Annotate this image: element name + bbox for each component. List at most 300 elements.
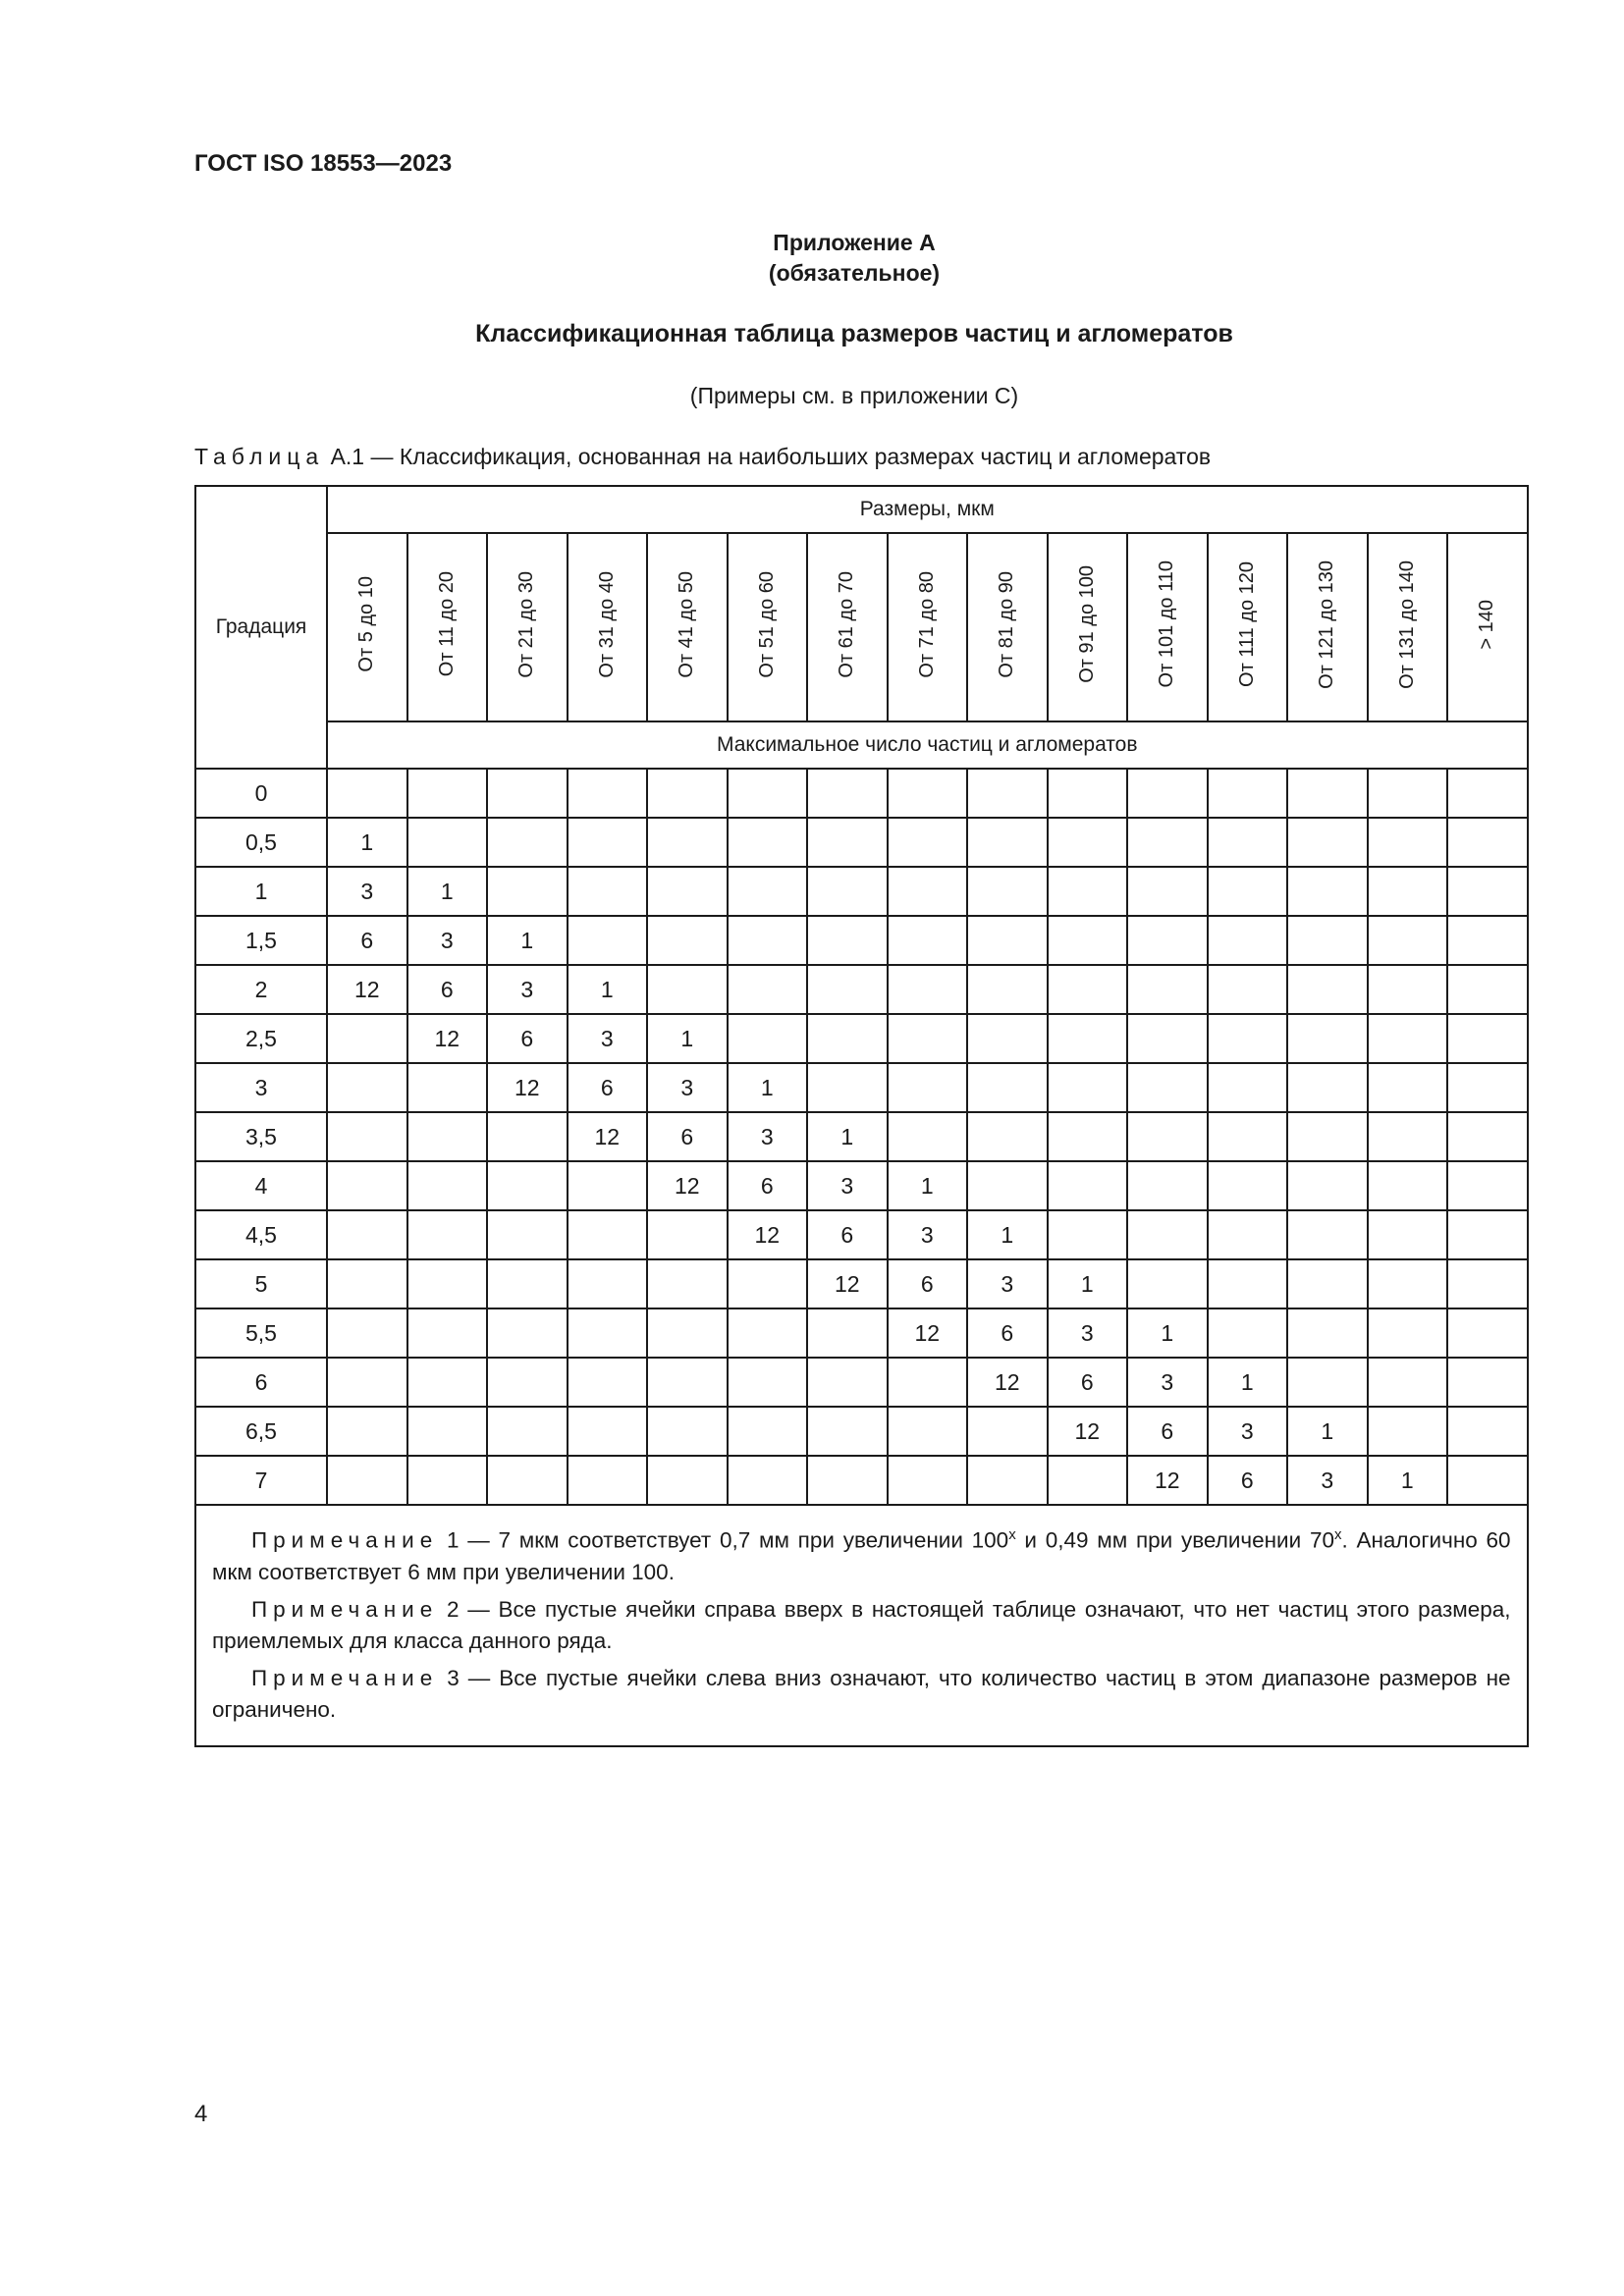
count-cell: 1 (1048, 1259, 1128, 1308)
grade-cell: 4,5 (195, 1210, 327, 1259)
count-cell: 1 (1287, 1407, 1368, 1456)
count-cell: 6 (1208, 1456, 1288, 1505)
table-caption-label: Таблица (194, 444, 325, 469)
count-cell (407, 1308, 488, 1358)
count-cell (568, 916, 648, 965)
count-cell (487, 1407, 568, 1456)
count-cell (1127, 818, 1208, 867)
table-row (195, 1456, 1528, 1505)
count-cell (1447, 1407, 1528, 1456)
count-cell (487, 818, 568, 867)
count-cell: 12 (888, 1308, 968, 1358)
count-cell (1127, 1259, 1208, 1308)
count-cell: 1 (487, 916, 568, 965)
count-cell (568, 1210, 648, 1259)
count-cell (728, 818, 808, 867)
count-cell (407, 1063, 488, 1112)
grade-cell: 2,5 (195, 1014, 327, 1063)
count-cell (1127, 1063, 1208, 1112)
count-cell (327, 1112, 407, 1161)
count-cell (487, 867, 568, 916)
count-cell (1048, 1210, 1128, 1259)
count-cell (1447, 1112, 1528, 1161)
size-range-header (568, 533, 648, 721)
count-cell (1208, 818, 1288, 867)
count-cell (1368, 1161, 1448, 1210)
count-cell (647, 867, 728, 916)
count-cell (647, 916, 728, 965)
count-cell (647, 1456, 728, 1505)
count-cell (487, 1358, 568, 1407)
count-cell (568, 1308, 648, 1358)
count-cell (327, 769, 407, 818)
count-cell (1447, 916, 1528, 965)
size-range-header (1127, 533, 1208, 721)
count-cell: 1 (967, 1210, 1048, 1259)
size-range-label: От 131 до 140 (1395, 560, 1418, 689)
note-text: 3 — Все пустые ячейки слева вниз означают, что количество частиц в этом диапазоне размеров не ограничено. (212, 1665, 1511, 1722)
count-cell: 1 (728, 1063, 808, 1112)
count-cell (407, 1161, 488, 1210)
count-cell (647, 1210, 728, 1259)
count-cell: 3 (1287, 1456, 1368, 1505)
count-cell (407, 1210, 488, 1259)
count-cell (728, 916, 808, 965)
table-row (195, 1358, 1528, 1407)
count-cell (1368, 769, 1448, 818)
count-cell (967, 1161, 1048, 1210)
size-range-header (327, 533, 407, 721)
count-cell (1447, 1259, 1528, 1308)
count-cell (967, 1407, 1048, 1456)
size-range-label: От 81 до 90 (996, 570, 1018, 678)
note-text: 2 — Все пустые ячейки справа вверх в настоящей таблице означают, что нет частиц этого размера, приемлемых для класса данного ряда. (212, 1596, 1511, 1653)
count-cell (807, 965, 888, 1014)
grade-cell: 7 (195, 1456, 327, 1505)
count-cell (1368, 1358, 1448, 1407)
count-cell (487, 769, 568, 818)
document-code: ГОСТ ISO 18553—2023 (194, 150, 453, 177)
count-cell (1287, 1161, 1368, 1210)
count-cell (1048, 1112, 1128, 1161)
table-row (195, 1259, 1528, 1308)
count-cell (1368, 1063, 1448, 1112)
table-row (195, 769, 1528, 818)
count-cell (967, 1014, 1048, 1063)
grade-cell: 6 (195, 1358, 327, 1407)
count-cell (568, 1358, 648, 1407)
note-text: и 0,49 мм при увеличении 70 (1015, 1527, 1334, 1553)
count-cell (1208, 769, 1288, 818)
count-cell (568, 1161, 648, 1210)
size-range-header (1208, 533, 1288, 721)
count-cell (807, 818, 888, 867)
note-superscript: х (1333, 1526, 1342, 1543)
count-cell (1127, 965, 1208, 1014)
table-row (195, 818, 1528, 867)
count-cell (807, 916, 888, 965)
count-cell (807, 1308, 888, 1358)
count-cell (1368, 867, 1448, 916)
grade-cell: 3,5 (195, 1112, 327, 1161)
table-caption-text: А.1 — Классификация, основанная на наибольших размерах частиц и агломератов (330, 444, 1212, 469)
count-cell (728, 769, 808, 818)
count-cell (1048, 1014, 1128, 1063)
count-cell: 12 (1048, 1407, 1128, 1456)
grade-cell: 2 (195, 965, 327, 1014)
count-cell (1368, 1308, 1448, 1358)
size-range-header (1048, 533, 1128, 721)
sizes-header: Размеры, мкм (327, 486, 1528, 533)
count-cell: 12 (1127, 1456, 1208, 1505)
count-cell (1368, 1259, 1448, 1308)
count-cell: 3 (647, 1063, 728, 1112)
count-cell (1208, 1063, 1288, 1112)
note-text: . Аналогично 60 мкм соответствует 6 мм при увеличении 100. (212, 1527, 1511, 1584)
count-cell: 12 (728, 1210, 808, 1259)
count-cell (568, 867, 648, 916)
count-cell (728, 1407, 808, 1456)
size-range-header (888, 533, 968, 721)
count-cell: 3 (728, 1112, 808, 1161)
count-cell: 3 (1208, 1407, 1288, 1456)
size-range-header (967, 533, 1048, 721)
count-cell (888, 867, 968, 916)
count-cell (487, 1161, 568, 1210)
size-range-header (407, 533, 488, 721)
size-range-header (1368, 533, 1448, 721)
table-note (212, 1663, 1511, 1726)
count-cell: 6 (647, 1112, 728, 1161)
count-cell: 1 (1208, 1358, 1288, 1407)
grade-cell: 4 (195, 1161, 327, 1210)
count-cell (1287, 1358, 1368, 1407)
count-cell (1287, 916, 1368, 965)
count-cell: 1 (568, 965, 648, 1014)
grade-cell: 0,5 (195, 818, 327, 867)
count-cell (807, 1014, 888, 1063)
count-cell (1447, 1161, 1528, 1210)
count-cell: 6 (1127, 1407, 1208, 1456)
size-range-label: От 51 до 60 (755, 570, 778, 678)
count-cell (647, 1259, 728, 1308)
count-cell: 6 (327, 916, 407, 965)
size-range-label: От 5 до 10 (355, 576, 378, 672)
count-cell (647, 1358, 728, 1407)
count-cell (487, 1210, 568, 1259)
size-range-label: От 21 до 30 (515, 570, 538, 678)
count-cell (1287, 769, 1368, 818)
count-cell (807, 867, 888, 916)
count-cell: 3 (888, 1210, 968, 1259)
count-cell (1447, 1456, 1528, 1505)
grade-cell: 1 (195, 867, 327, 916)
count-cell: 6 (807, 1210, 888, 1259)
count-cell (1127, 1161, 1208, 1210)
count-cell (568, 769, 648, 818)
count-cell (1287, 867, 1368, 916)
count-cell (1447, 1063, 1528, 1112)
count-cell: 6 (1048, 1358, 1128, 1407)
table-row (195, 1161, 1528, 1210)
count-cell: 12 (807, 1259, 888, 1308)
size-range-label: От 111 до 120 (1235, 561, 1258, 687)
table-body (195, 769, 1528, 1505)
grade-cell: 5,5 (195, 1308, 327, 1358)
count-cell (1287, 1014, 1368, 1063)
size-range-label: От 11 до 20 (435, 571, 458, 677)
count-cell: 12 (647, 1161, 728, 1210)
count-cell (1127, 867, 1208, 916)
count-cell (1287, 1308, 1368, 1358)
table-note (212, 1594, 1511, 1657)
count-cell (407, 1456, 488, 1505)
count-cell (1447, 1210, 1528, 1259)
count-cell (1447, 769, 1528, 818)
count-cell (1368, 818, 1448, 867)
count-cell: 1 (407, 867, 488, 916)
count-cell (888, 965, 968, 1014)
count-cell (1208, 1210, 1288, 1259)
size-range-label: От 41 до 50 (676, 570, 698, 678)
count-cell (407, 1407, 488, 1456)
count-cell (1127, 916, 1208, 965)
count-cell: 1 (647, 1014, 728, 1063)
count-cell: 3 (1048, 1308, 1128, 1358)
count-cell: 6 (888, 1259, 968, 1308)
count-cell (888, 1063, 968, 1112)
count-cell (1208, 916, 1288, 965)
count-cell (1447, 867, 1528, 916)
table-row (195, 1308, 1528, 1358)
annex-status: (обязательное) (768, 260, 941, 286)
count-cell: 3 (487, 965, 568, 1014)
count-cell (728, 1456, 808, 1505)
count-cell: 3 (807, 1161, 888, 1210)
count-cell: 12 (487, 1063, 568, 1112)
annex-heading: Классификационная таблица размеров частиц и агломератов (475, 320, 1233, 347)
count-cell: 3 (967, 1259, 1048, 1308)
count-cell (568, 818, 648, 867)
count-cell (1048, 916, 1128, 965)
size-range-header-row (195, 533, 1528, 721)
count-cell (647, 1308, 728, 1358)
table-row (195, 867, 1528, 916)
count-cell (1208, 867, 1288, 916)
count-cell (487, 1259, 568, 1308)
count-cell (327, 1358, 407, 1407)
count-cell (1048, 1456, 1128, 1505)
note-label: Примечание (251, 1665, 439, 1690)
count-cell (647, 818, 728, 867)
count-cell: 3 (407, 916, 488, 965)
count-cell: 6 (568, 1063, 648, 1112)
grade-cell: 0 (195, 769, 327, 818)
classification-table (194, 485, 1529, 1747)
count-cell (407, 818, 488, 867)
count-cell (1287, 1210, 1368, 1259)
count-cell (888, 1456, 968, 1505)
grade-cell: 3 (195, 1063, 327, 1112)
count-cell (568, 1456, 648, 1505)
count-cell (967, 1112, 1048, 1161)
count-cell (1208, 1308, 1288, 1358)
count-cell (888, 1112, 968, 1161)
count-cell (1287, 1112, 1368, 1161)
count-cell (1447, 965, 1528, 1014)
count-cell (888, 1358, 968, 1407)
count-cell (647, 965, 728, 1014)
max-count-header: Максимальное число частиц и агломератов (327, 721, 1528, 769)
table-note (212, 1520, 1511, 1588)
size-range-label: От 121 до 130 (1316, 560, 1338, 689)
size-range-header (647, 533, 728, 721)
count-cell (1048, 1161, 1128, 1210)
count-cell (1208, 965, 1288, 1014)
count-cell (1048, 818, 1128, 867)
count-cell (1048, 867, 1128, 916)
count-cell (888, 818, 968, 867)
count-cell (888, 1407, 968, 1456)
count-cell: 1 (888, 1161, 968, 1210)
count-cell (1048, 769, 1128, 818)
count-cell (1368, 1112, 1448, 1161)
count-cell: 3 (327, 867, 407, 916)
count-cell (327, 1456, 407, 1505)
count-cell (647, 769, 728, 818)
page-number: 4 (194, 2101, 208, 2127)
count-cell (728, 1308, 808, 1358)
size-range-label: От 91 до 100 (1075, 565, 1098, 683)
count-cell (1368, 1014, 1448, 1063)
count-cell (568, 1407, 648, 1456)
count-cell (1287, 818, 1368, 867)
count-cell (1368, 965, 1448, 1014)
count-cell (728, 965, 808, 1014)
grade-cell: 6,5 (195, 1407, 327, 1456)
count-cell: 1 (327, 818, 407, 867)
count-cell (888, 769, 968, 818)
count-cell (407, 769, 488, 818)
note-superscript: х (1008, 1526, 1016, 1543)
count-cell (1208, 1014, 1288, 1063)
grade-cell: 5 (195, 1259, 327, 1308)
count-cell (1447, 1308, 1528, 1358)
table-row (195, 1210, 1528, 1259)
count-cell (1447, 818, 1528, 867)
count-cell: 12 (967, 1358, 1048, 1407)
count-cell (1368, 1407, 1448, 1456)
count-cell (487, 1112, 568, 1161)
count-cell: 6 (487, 1014, 568, 1063)
count-cell (967, 916, 1048, 965)
annex-title: Приложение А (773, 230, 936, 255)
count-cell (728, 1014, 808, 1063)
count-cell (728, 1259, 808, 1308)
count-cell: 1 (807, 1112, 888, 1161)
count-cell: 1 (1127, 1308, 1208, 1358)
count-cell (1127, 1112, 1208, 1161)
count-cell (807, 1456, 888, 1505)
count-cell (327, 1259, 407, 1308)
count-cell (807, 1407, 888, 1456)
count-cell (1447, 1358, 1528, 1407)
count-cell (407, 1259, 488, 1308)
count-cell: 6 (967, 1308, 1048, 1358)
count-cell (1048, 965, 1128, 1014)
annex-reference: (Примеры см. в приложении С) (689, 383, 1019, 408)
note-text: 1 — 7 мкм соответствует 0,7 мм при увеличении 100 (438, 1527, 1009, 1553)
count-cell: 12 (327, 965, 407, 1014)
count-cell (807, 769, 888, 818)
count-cell (728, 1358, 808, 1407)
count-cell (1447, 1014, 1528, 1063)
count-cell (1127, 1210, 1208, 1259)
size-range-header (728, 533, 808, 721)
count-cell (327, 1161, 407, 1210)
count-cell (1127, 769, 1208, 818)
count-cell: 3 (568, 1014, 648, 1063)
count-cell (647, 1407, 728, 1456)
count-cell (888, 916, 968, 965)
count-cell (888, 1014, 968, 1063)
count-cell (327, 1308, 407, 1358)
count-cell: 3 (1127, 1358, 1208, 1407)
count-cell (1127, 1014, 1208, 1063)
count-cell (407, 1358, 488, 1407)
grade-column-header: Градация (195, 486, 327, 769)
count-cell (327, 1407, 407, 1456)
table-row (195, 1063, 1528, 1112)
size-range-label: От 71 до 80 (915, 570, 938, 678)
count-cell: 12 (407, 1014, 488, 1063)
count-cell (967, 1456, 1048, 1505)
count-cell (568, 1259, 648, 1308)
count-cell (487, 1308, 568, 1358)
size-range-label: > 140 (1476, 599, 1498, 650)
count-cell (1287, 1063, 1368, 1112)
count-cell (967, 1063, 1048, 1112)
size-range-header (807, 533, 888, 721)
grade-cell: 1,5 (195, 916, 327, 965)
size-range-header (1287, 533, 1368, 721)
count-cell (1048, 1063, 1128, 1112)
count-cell (1287, 1259, 1368, 1308)
count-cell (1208, 1259, 1288, 1308)
size-range-header (1447, 533, 1528, 721)
count-cell (487, 1456, 568, 1505)
table-notes (195, 1505, 1528, 1746)
size-range-label: От 101 до 110 (1156, 561, 1178, 688)
table-row (195, 1407, 1528, 1456)
count-cell (1208, 1112, 1288, 1161)
count-cell (728, 867, 808, 916)
table-row (195, 965, 1528, 1014)
note-label: Примечание (251, 1527, 439, 1553)
count-cell (967, 818, 1048, 867)
note-label: Примечание (251, 1596, 439, 1622)
count-cell (967, 769, 1048, 818)
count-cell (967, 965, 1048, 1014)
count-cell (327, 1063, 407, 1112)
count-cell (327, 1014, 407, 1063)
count-cell (1368, 1210, 1448, 1259)
table-row (195, 916, 1528, 965)
count-cell: 12 (568, 1112, 648, 1161)
count-cell (807, 1358, 888, 1407)
table-row (195, 1014, 1528, 1063)
size-range-header (487, 533, 568, 721)
